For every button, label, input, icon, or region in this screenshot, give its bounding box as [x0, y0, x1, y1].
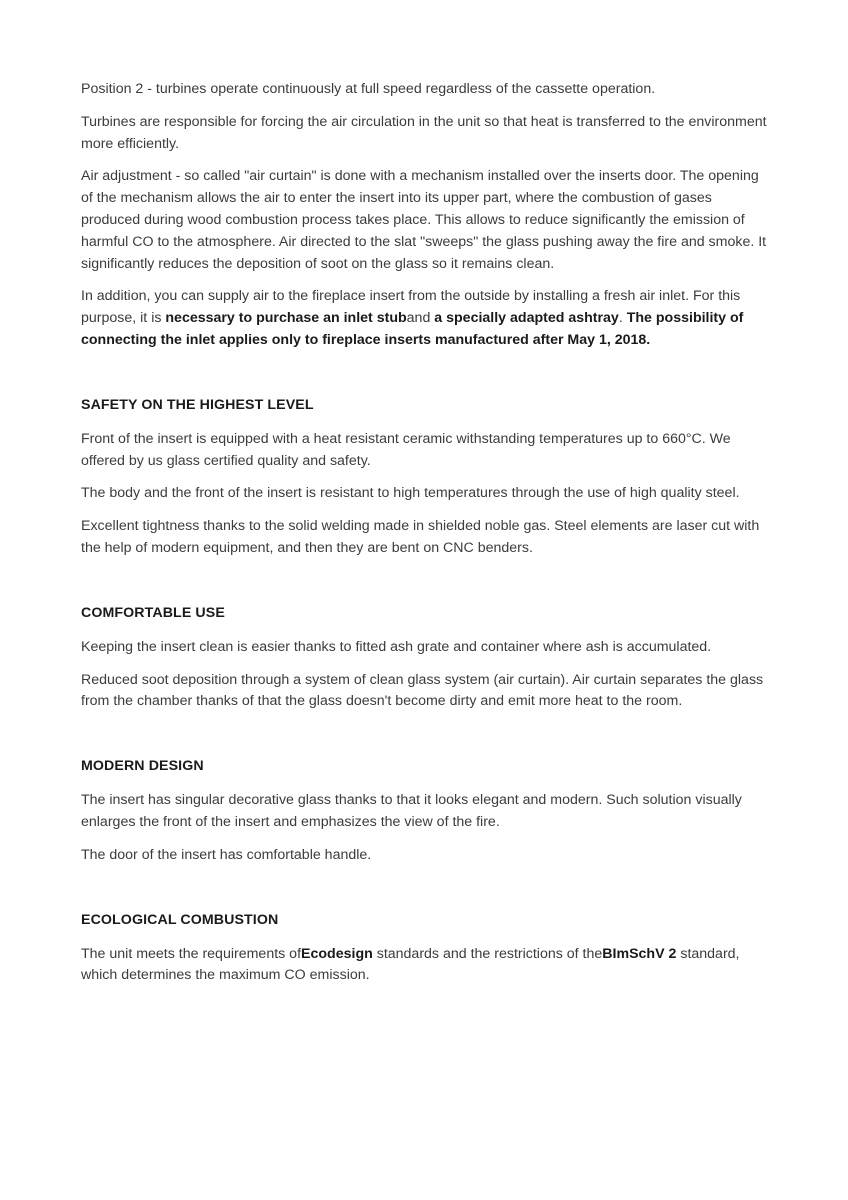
- ecology-section: [81, 910, 768, 988]
- design-section: [81, 756, 768, 866]
- text-run: standard, which determines the maximum CO emission.: [81, 945, 740, 984]
- comfort-soot-paragraph: Reduced soot deposition through a system of clean glass system (air curtain). Air curtain separates the glass from the chamber thanks of that the glass doesn't become dirty and emit more heat to the room.: [81, 671, 764, 710]
- turbines-purpose-paragraph: Turbines are responsible for forcing the air circulation in the unit so that heat is transferred to the environment more efficiently.: [81, 113, 767, 152]
- comfort-ash-paragraph: Keeping the insert clean is easier thanks to fitted ash grate and container where ash is accumulated.: [81, 638, 712, 655]
- safety-ceramic-paragraph: Front of the insert is equipped with a heat resistant ceramic withstanding temperatures up to 660°C. We offered by us glass certified quality and safety.: [81, 430, 731, 469]
- comfort-section: [81, 603, 768, 713]
- text-run: The unit meets the requirements of: [81, 945, 302, 962]
- ecology-heading: ECOLOGICAL COMBUSTION: [81, 911, 279, 928]
- text-run: .: [618, 310, 627, 327]
- turbines-position-2-paragraph: Position 2 - turbines operate continuously at full speed regardless of the cassette operation.: [81, 81, 656, 97]
- bold-inlet-stub: necessary to purchase an inlet stub: [165, 310, 407, 327]
- comfort-heading: COMFORTABLE USE: [81, 604, 225, 621]
- safety-welding-paragraph: Excellent tightness thanks to the solid welding made in shielded noble gas. Steel elements are laser cut with the help of modern equipment, and then they are bent on CNC benders.: [81, 518, 760, 556]
- safety-section: [81, 395, 768, 560]
- text-run: standards and the restrictions of the: [372, 945, 603, 962]
- text-run: In addition, you can supply air to the fireplace insert from the outside by installing a fresh air inlet. For this purpose, it is: [81, 288, 741, 327]
- fresh-air-inlet-paragraph: [81, 286, 768, 351]
- design-heading: MODERN DESIGN: [81, 758, 204, 775]
- text-run: and: [406, 310, 435, 327]
- bold-ecodesign: Ecodesign: [301, 945, 373, 962]
- bold-inlet-note: The possibility of connecting the inlet applies only to fireplace inserts manufactured after May 1, 2018.: [81, 310, 744, 348]
- bold-bimschv: BImSchV 2: [602, 945, 677, 962]
- air-curtain-paragraph: Air adjustment - so called "air curtain" is done with a mechanism installed over the inserts door. The opening of the mechanism allows the air to enter the insert into its upper part, where the combustion of gases produced during wood combustion process takes place. This allows to reduce significantly the emission of harmful CO to the atmosphere. Air directed to the slat "sweeps" the glass pushing away the fire and smoke. It significantly reduces the deposition of soot on the glass so it remains clean.: [81, 168, 767, 272]
- intro-section: [81, 79, 768, 352]
- design-handle-paragraph: The door of the insert has comfortable handle.: [81, 846, 372, 863]
- bold-ashtray: a specially adapted ashtray: [434, 310, 619, 327]
- safety-heading: SAFETY ON THE HIGHEST LEVEL: [81, 396, 314, 413]
- design-glass-paragraph: The insert has singular decorative glass thanks to that it looks elegant and modern. Such solution visually enlarges the front of the insert and emphasizes the view of the fire.: [81, 792, 742, 830]
- safety-steel-paragraph: The body and the front of the insert is resistant to high temperatures through the use of high quality steel.: [81, 485, 740, 502]
- ecology-standards-paragraph: [81, 944, 768, 988]
